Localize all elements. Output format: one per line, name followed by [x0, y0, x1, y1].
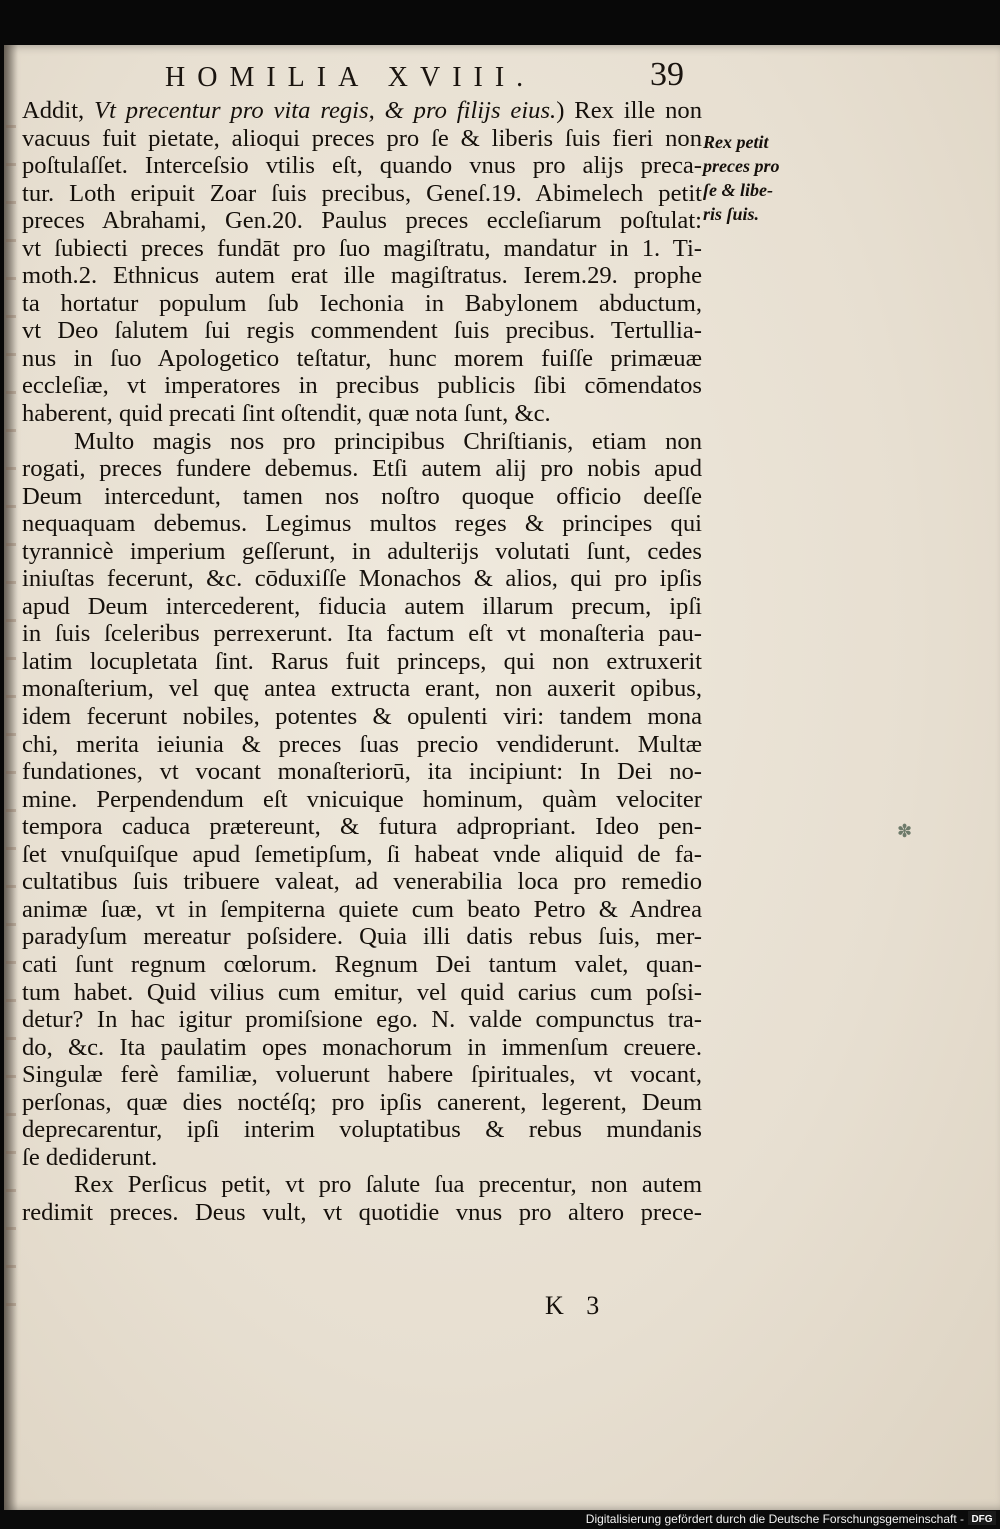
marginal-note-line: preces pro	[703, 156, 780, 176]
line-text: ) Rex ille non	[556, 97, 702, 124]
text-line: cultatibus ſuis tribuere valeat, ad venerabilia loca pro remedio	[22, 868, 702, 896]
text-line: Deum intercedunt, tamen nos noſtro quoque officio deeſſe	[22, 482, 702, 510]
text-line: detur? In hac igitur promiſsione ego. N. valde compunctus tra-	[22, 1006, 702, 1034]
text-line: vacuus fuit pietate, alioqui preces pro ſe & liberis ſuis fieri non	[22, 124, 702, 152]
text-line: nequaquam debemus. Legimus multos reges & principes qui	[22, 510, 702, 538]
text-line: redimit preces. Deus vult, vt quotidie vnus pro altero prece-	[22, 1198, 702, 1226]
text-line: deprecarentur, ipſi interim voluptatibus & rebus mundanis	[22, 1116, 702, 1144]
text-line: vt ſubiecti preces fundāt pro ſuo magiſtratu, mandatur in 1. Ti-	[22, 234, 702, 262]
binding-stitches	[6, 125, 16, 1325]
svg-text:DFG: DFG	[971, 1514, 993, 1525]
text-line: mine. Perpendendum eſt vnicuique hominum, quàm velociter	[22, 785, 702, 813]
text-line: apud Deum intercederent, fiducia autem illarum precum, ipſi	[22, 592, 702, 620]
marginal-note-line: ris ſuis.	[703, 204, 760, 224]
text-line: moth.2. Ethnicus autem erat ille magiſtratus. Ierem.29. prophe	[22, 262, 702, 290]
text-line: nus in ſuo Apologetico teſtatur, hunc morem fuiſſe primæuæ	[22, 344, 702, 372]
text-line: ſe dediderunt.	[22, 1143, 158, 1171]
text-line: do, &c. Ita paulatim opes monachorum in immenſum creuere.	[22, 1033, 702, 1061]
text-line: perſonas, quæ dies noctéſq; pro ipſis canerent, legerent, Deum	[22, 1088, 702, 1116]
italic-quote: Vt precentur pro vita regis, & pro filijs eius.	[94, 97, 557, 124]
body-text	[22, 97, 702, 1226]
marginal-note	[703, 130, 803, 226]
text-line: haberent, quid precati ſint oſtendit, quæ nota ſunt, &c.	[22, 400, 551, 428]
text-line: monaſterium, vel quę antea extructa erant, non auxerit opibus,	[22, 675, 702, 703]
text-line: chi, merita ieiunia & preces ſuas precio vendiderunt. Multæ	[22, 730, 702, 758]
text-line: ta hortatur populum ſub Iechonia in Babylonem abductum,	[22, 289, 702, 317]
text-line: tempora caduca prætereunt, & futura adpropriant. Ideo pen-	[22, 813, 702, 841]
text-line: latim locupletata ſint. Rarus fuit princeps, qui non extruxerit	[22, 647, 702, 675]
dfg-logo-icon	[968, 1511, 996, 1525]
text-line: tyrannicè imperium geſſerunt, in adulterijs volutati ſunt, cedes	[22, 537, 702, 565]
text-line: idem fecerunt nobiles, potentes & opulenti viri: tandem mona	[22, 703, 702, 731]
text-line: eccleſiæ, vt imperatores in precibus publicis ſibi cōmendatos	[22, 372, 702, 400]
text-line: paradyſum mereatur poſsidere. Quia illi datis rebus ſuis, mer-	[22, 923, 702, 951]
marginal-note-line: ſe & libe-	[703, 180, 773, 200]
text-line: iniuſtas fecerunt, &c. cōduxiſſe Monachos & alios, qui pro ipſis	[22, 565, 702, 593]
text-line: rogati, preces fundere debemus. Etſi autem alij pro nobis apud	[22, 455, 702, 483]
text-line	[22, 97, 702, 125]
flower-stain-icon: ✽	[897, 821, 913, 841]
text-line: cati ſunt regnum cœlorum. Regnum Dei tantum valet, quan-	[22, 950, 702, 978]
text-line: poſtulaſſet. Interceſsio vtilis eſt, quando vnus pro alijs preca-	[22, 152, 702, 180]
digitization-credit: Digitalisierung gefördert durch die Deutsche Forschungsgemeinschaft -	[585, 1512, 964, 1526]
text-line: fundationes, vt vocant monaſteriorū, ita incipiunt: In Dei no-	[22, 758, 702, 786]
paragraph-start: Rex Perſicus petit, vt pro ſalute ſua precentur, non autem	[74, 1171, 702, 1199]
text-line: tum habet. Quid vilius cum emitur, vel quid carius cum poſsi-	[22, 978, 702, 1006]
text-line: preces Abrahami, Gen.20. Paulus preces eccleſiarum poſtulat:	[22, 207, 702, 235]
paragraph-start: Multo magis nos pro principibus Chriſtianis, etiam non	[74, 427, 702, 455]
running-head: HOMILIA XVIII.	[165, 62, 536, 93]
text-line: animæ ſuæ, vt in ſempiterna quiete cum beato Petro & Andrea	[22, 895, 702, 923]
dfg-logo	[968, 1511, 996, 1525]
marginal-note-line: Rex petit	[703, 132, 769, 152]
page-number: 39	[650, 56, 684, 93]
text-line: tur. Loth eripuit Zoar ſuis precibus, Geneſ.19. Abimelech petit	[22, 179, 702, 207]
text-line: ſet vnuſquiſque apud ſemetipſum, ſi habeat vnde aliquid de fa-	[22, 840, 702, 868]
text-line: vt Deo ſalutem ſui regis commendent ſuis precibus. Tertullia-	[22, 317, 702, 345]
text-line: in ſuis ſceleribus perrexerunt. Ita factum eſt vt monaſteria pau-	[22, 620, 702, 648]
signature-mark: K 3	[545, 1291, 608, 1320]
line-text: Addit,	[22, 97, 95, 124]
text-line: Singulæ ferè familiæ, voluerunt habere ſpirituales, vt vocant,	[22, 1061, 702, 1089]
